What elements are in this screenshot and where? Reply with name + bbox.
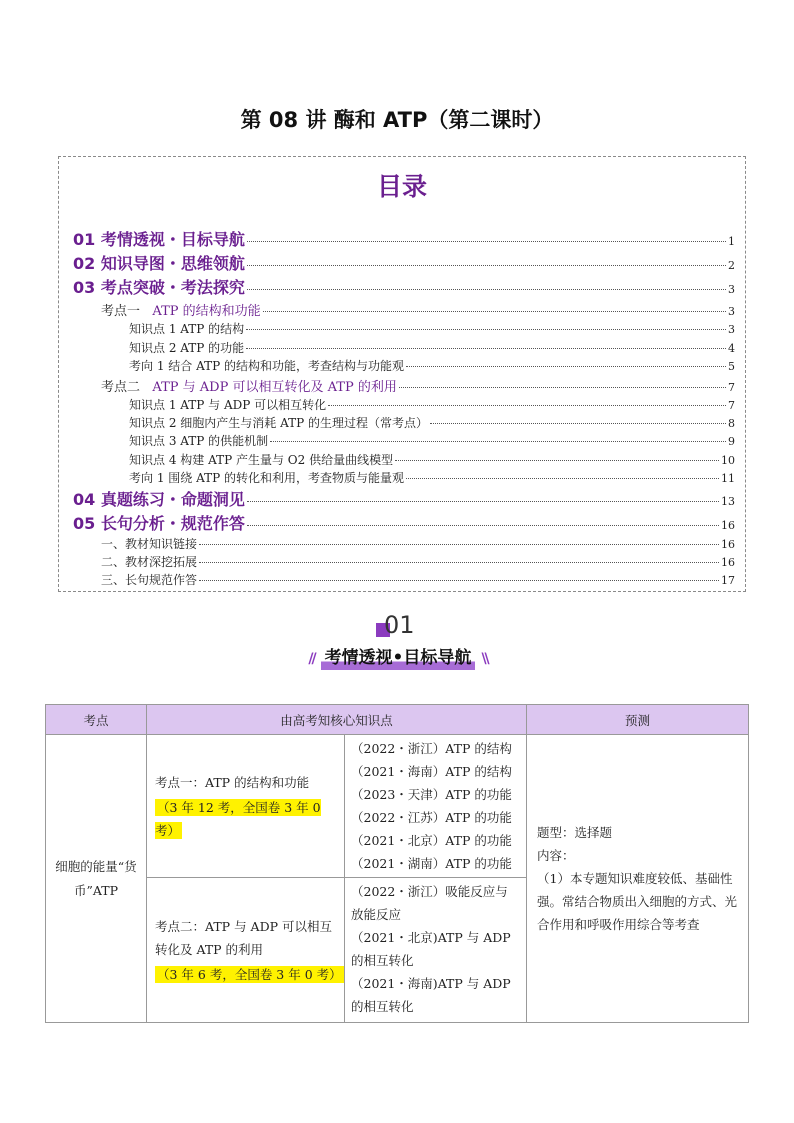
list-item: （2023・天津）ATP 的功能 — [351, 787, 512, 802]
section-banner — [280, 646, 516, 672]
table-row — [46, 735, 749, 878]
point2-name: 考点二：ATP 与 ADP 可以相互转化及 ATP 的利用 — [155, 918, 332, 957]
toc-entry[interactable]: 04 真题练习・命题洞见 13 — [73, 490, 735, 509]
toc-entry[interactable]: 知识点 1 ATP 的结构 3 — [129, 322, 735, 336]
page-title: 第 08 讲 酶和 ATP（第二课时） — [240, 108, 554, 132]
point2-cell — [147, 878, 345, 1023]
toc-entry[interactable]: 知识点 2 ATP 的功能 4 — [129, 341, 735, 355]
toc-entry[interactable]: 05 长句分析・规范作答 16 — [73, 514, 735, 533]
toc-entry[interactable]: 考点一 ATP 的结构和功能 3 — [101, 304, 735, 319]
toc-heading: 目录 — [376, 172, 427, 201]
section-number: 01 — [376, 611, 436, 641]
header-knowledge: 由高考知核心知识点 — [147, 705, 527, 735]
toc-entry[interactable]: 二、教材深挖拓展 16 — [101, 555, 735, 569]
toc-entry[interactable]: 知识点 1 ATP 与 ADP 可以相互转化 7 — [129, 398, 735, 412]
point2-years-cell — [345, 878, 527, 1023]
toc-entry[interactable]: 考向 1 围绕 ATP 的转化和利用，考查物质与能量观 11 — [129, 471, 735, 485]
topic-cell: 细胞的能量“货币”ATP — [46, 735, 147, 1023]
exam-analysis-table — [45, 704, 749, 1023]
slash-left-icon: // — [308, 651, 315, 667]
prediction-cell — [527, 735, 749, 1023]
point1-stat: （3 年 12 考，全国卷 3 年 0 考） — [155, 799, 321, 838]
slash-right-icon: \\ — [481, 651, 488, 667]
list-item: （2022・江苏）ATP 的功能 — [351, 810, 512, 825]
toc-entry[interactable]: 一、教材知识链接 16 — [101, 537, 735, 551]
toc-entry[interactable]: 知识点 2 细胞内产生与消耗 ATP 的生理过程（常考点） 8 — [129, 416, 735, 430]
toc-entry[interactable]: 01 考情透视・目标导航 1 — [73, 230, 735, 249]
header-topic: 考点 — [46, 705, 147, 735]
list-item: （2021・海南)ATP 与 ADP 的相互转化 — [351, 976, 511, 1014]
prediction-content: （1）本专题知识难度较低、基础性强。常结合物质出入细胞的方式、光合作用和呼吸作用综合等考查 — [537, 871, 738, 932]
prediction-type: 题型：选择题 — [537, 825, 613, 840]
list-item: （2022・浙江）ATP 的结构 — [351, 741, 512, 756]
prediction-content-label: 内容： — [537, 848, 575, 863]
toc-entry[interactable]: 三、长句规范作答 17 — [101, 573, 735, 587]
table-of-contents — [58, 156, 746, 592]
toc-entry[interactable]: 知识点 3 ATP 的供能机制 9 — [129, 434, 735, 448]
list-item: （2021・北京）ATP 的功能 — [351, 833, 512, 848]
list-item: （2021・北京)ATP 与 ADP 的相互转化 — [351, 930, 511, 968]
point1-years-cell — [345, 735, 527, 878]
list-item: （2022・浙江）吸能反应与放能反应 — [351, 884, 508, 922]
point1-name: 考点一：ATP 的结构和功能 — [155, 774, 310, 790]
list-item: （2021・湖南）ATP 的功能 — [351, 856, 512, 871]
toc-entry[interactable]: 考点二 ATP 与 ADP 可以相互转化及 ATP 的利用 7 — [101, 380, 735, 395]
toc-entry[interactable]: 考向 1 结合 ATP 的结构和功能，考查结构与功能观 5 — [129, 359, 735, 373]
point1-cell — [147, 735, 345, 878]
list-item: （2021・海南）ATP 的结构 — [351, 764, 512, 779]
section-label: 考情透视•目标导航 — [321, 648, 476, 670]
table-header-row — [46, 705, 749, 735]
toc-entry[interactable]: 02 知识导图・思维领航 2 — [73, 254, 735, 273]
toc-entry[interactable]: 03 考点突破・考法探究 3 — [73, 278, 735, 297]
toc-entry[interactable]: 知识点 4 构建 ATP 产生量与 O2 供给量曲线模型 10 — [129, 453, 735, 467]
header-prediction: 预测 — [527, 705, 749, 735]
point2-stat: （3 年 6 考，全国卷 3 年 0 考） — [157, 966, 342, 982]
